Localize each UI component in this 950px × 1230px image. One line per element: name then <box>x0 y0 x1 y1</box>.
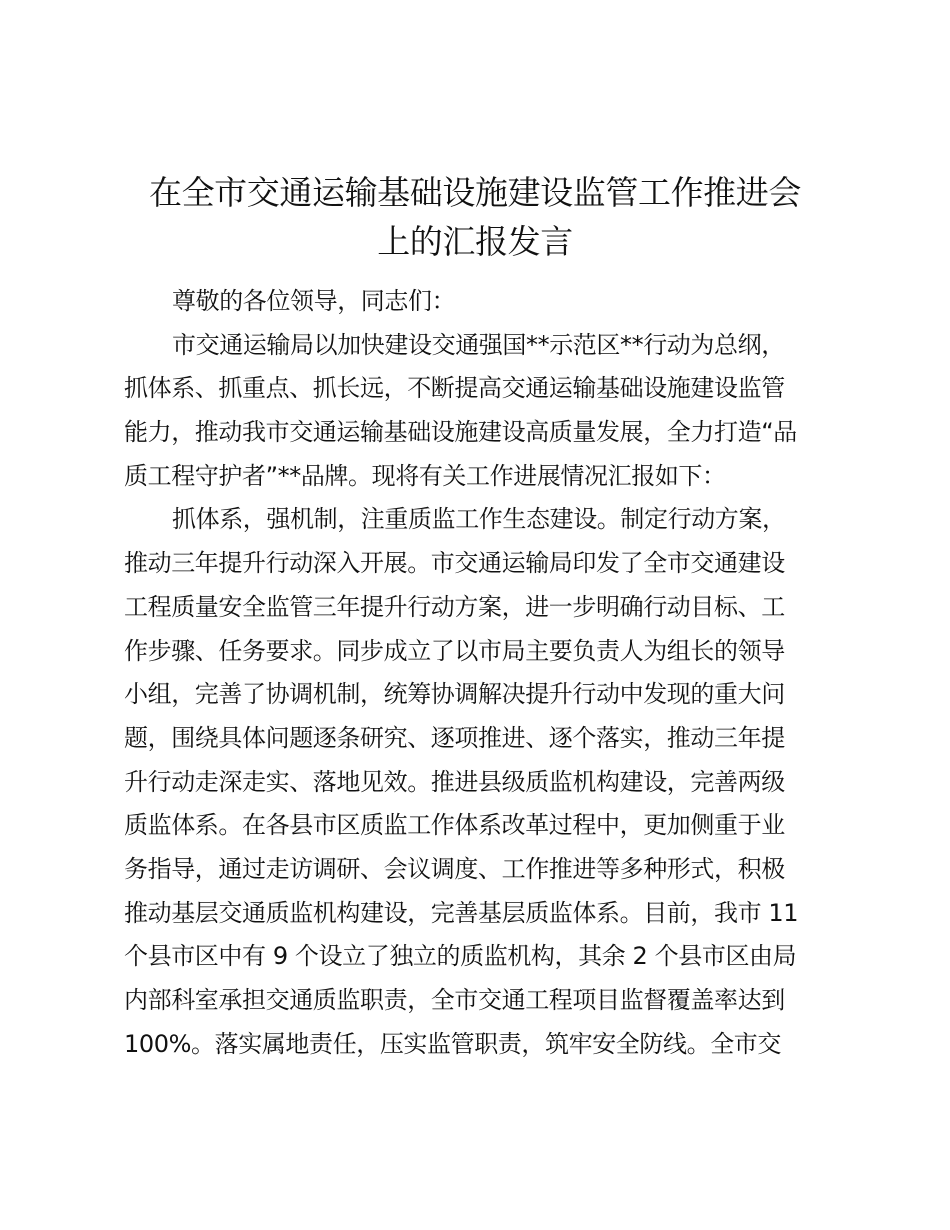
paragraph-2-line: 小组，完善了协调机制，统筹协调解决提升行动中发现的重大问 <box>124 680 785 709</box>
paragraph-2-line: 工程质量安全监管三年提升行动方案，进一步明确行动目标、工 <box>124 592 785 621</box>
paragraph-2-line: 升行动走深走实、落地见效。推进县级质监机构建设，完善两级 <box>124 767 785 796</box>
paragraph-2-line: 个县市区中有 9 个设立了独立的质监机构，其余 2 个县市区由局 <box>124 942 797 971</box>
paragraph-2-line: 作步骤、任务要求。同步成立了以市局主要负责人为组长的领导 <box>124 636 785 665</box>
paragraph-2-line: 题，围绕具体问题逐条研究、逐项推进、逐个落实，推动三年提 <box>124 723 785 752</box>
paragraph-2-line: 务指导，通过走访调研、会议调度、工作推进等多种形式，积极 <box>124 854 785 883</box>
paragraph-2-line: 推动基层交通质监机构建设，完善基层质监体系。目前，我市 11 <box>124 898 799 927</box>
paragraph-2-line: 质监体系。在各县市区质监工作体系改革过程中，更加侧重于业 <box>124 811 785 840</box>
paragraph-1-line: 市交通运输局以加快建设交通强国**示范区**行动为总纲， <box>172 330 785 359</box>
salutation: 尊敬的各位领导，同志们： <box>172 287 456 315</box>
title-line-2: 上的汇报发言 <box>377 222 573 261</box>
paragraph-1-line: 质工程守护者”**品牌。现将有关工作进展情况汇报如下： <box>124 461 726 490</box>
paragraph-2-line: 推动三年提升行动深入开展。市交通运输局印发了全市交通建设 <box>124 549 785 578</box>
paragraph-1-line: 能力，推动我市交通运输基础设施建设高质量发展，全力打造“品 <box>124 418 797 447</box>
paragraph-2-line: 抓体系，强机制，注重质监工作生态建设。制定行动方案， <box>172 505 786 534</box>
title-line-1: 在全市交通运输基础设施建设监管工作推进会 <box>148 173 801 212</box>
paragraph-1-line: 抓体系、抓重点、抓长远，不断提高交通运输基础设施建设监管 <box>124 374 785 403</box>
document-body <box>124 280 824 1066</box>
document-title <box>118 168 832 266</box>
paragraph-2-line: 100%。落实属地责任，压实监管职责，筑牢安全防线。全市交 <box>124 1029 782 1058</box>
paragraph-2-line: 内部科室承担交通质监职责，全市交通工程项目监督覆盖率达到 <box>124 986 785 1014</box>
